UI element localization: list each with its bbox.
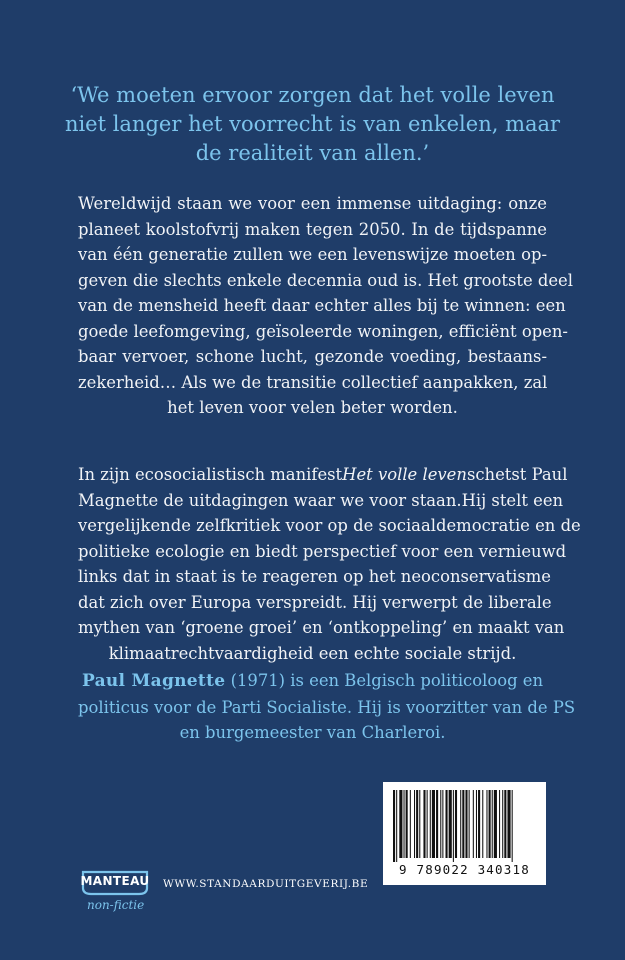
author-bio-line <box>78 668 547 695</box>
barcode-bar <box>465 790 467 858</box>
blurb-prefix: In zijn ecosocialistisch manifest <box>78 465 343 484</box>
barcode-bar <box>410 790 411 858</box>
barcode-bar <box>482 790 483 858</box>
barcode-bar <box>406 790 408 858</box>
blurb-paragraph-1 <box>78 191 573 421</box>
barcode-bar <box>440 790 441 858</box>
blurb-line: goede leefomgeving, geïsoleerde woningen, efficiënt open- <box>78 321 568 341</box>
barcode-bar <box>414 790 415 858</box>
blurb-line: baar vervoer, schone lucht, gezonde voeding, bestaans- <box>78 347 547 366</box>
blurb-suffix: schetst Paul <box>466 465 568 484</box>
blurb-line: klimaatrechtvaardigheid een echte sociale strijd. <box>108 643 517 663</box>
blurb-line: zekerheid… Als we de transitie collectief aanpakken, zal <box>78 372 548 392</box>
barcode-bar <box>462 790 464 858</box>
barcode-bar <box>396 790 397 862</box>
blurb-line: van één generatie zullen we een levenswijze moeten op- <box>78 245 547 264</box>
barcode-bar <box>423 790 425 858</box>
barcode-bar <box>419 790 420 858</box>
author-bio-line: en burgemeester van Charleroi. <box>179 723 446 742</box>
barcode-bar <box>512 790 513 862</box>
barcode-bar <box>436 790 438 858</box>
imprint-label: non-fictie <box>87 898 145 912</box>
blurb-first-line <box>78 462 568 488</box>
barcode-bar <box>486 790 487 858</box>
cover-quote <box>40 81 585 168</box>
author-bio <box>78 668 576 746</box>
barcode-bar <box>427 790 428 858</box>
logo-wordmark: MANTEAU <box>80 874 150 888</box>
barcode-bar <box>489 790 491 858</box>
blurb-line: het leven voor velen beter worden. <box>167 398 458 417</box>
barcode-bar <box>446 790 448 858</box>
blurb-line: vergelijkende zelfkritiek voor op de sociaaldemocratie en de <box>78 516 581 535</box>
blurb-line: planeet koolstofvrij maken tegen 2050. In de tijdspanne <box>78 219 547 239</box>
quote-line: ‘We moeten ervoor zorgen dat het volle leven <box>70 83 555 107</box>
barcode-bar <box>416 790 418 858</box>
blurb-line: links dat in staat is te reageren op het neoconservatisme <box>78 567 551 586</box>
barcode-bar <box>453 790 454 862</box>
publisher-logo <box>79 870 151 896</box>
barcode-bar <box>393 790 395 862</box>
isbn-barcode <box>383 782 546 885</box>
blurb-line: politieke ecologie en biedt perspectief voor een vernieuwd <box>78 541 567 561</box>
barcode-bar <box>502 790 503 858</box>
barcode-bars <box>383 782 546 862</box>
barcode-bar <box>460 790 461 858</box>
blurb-line: van de mensheid heeft daar echter alles bij te winnen: een <box>78 296 566 315</box>
barcode-bar <box>473 790 474 858</box>
barcode-bar <box>469 790 470 858</box>
barcode-bar <box>476 790 477 858</box>
barcode-bar <box>404 790 405 858</box>
quote-line: niet langer het voorrecht is van enkelen, maar <box>64 112 561 136</box>
barcode-bar <box>430 790 431 858</box>
barcode-bar <box>494 790 497 858</box>
barcode-bar <box>455 790 457 858</box>
author-bio-line: politicus voor de Parti Socialiste. Hij is voorzitter van de PS <box>78 697 576 717</box>
barcode-bar <box>449 790 452 858</box>
barcode-bar <box>492 790 493 858</box>
book-title: Het volle leven <box>342 465 467 484</box>
barcode-bar <box>504 790 506 858</box>
author-name: Paul Magnette <box>81 671 226 691</box>
barcode-bar <box>499 790 500 858</box>
publisher-website: WWW.STANDAARDUITGEVERIJ.BE <box>163 878 369 890</box>
barcode-bar <box>478 790 480 858</box>
barcode-bar <box>507 790 510 858</box>
barcode-bar <box>399 790 402 858</box>
quote-line: de realiteit van allen.’ <box>195 141 430 165</box>
blurb-paragraph-2 <box>78 462 581 666</box>
blurb-line: Wereldwijd staan we voor een immense uitdaging: onze <box>78 194 547 213</box>
barcode-bar <box>442 790 443 858</box>
blurb-line: Magnette de uitdagingen waar we voor staan.Hij stelt een <box>78 490 564 510</box>
blurb-line: geven die slechts enkele decennia oud is. Het grootste deel <box>78 270 573 290</box>
blurb-line: mythen van ‘groene groei’ en ‘ontkoppeling’ en maakt van <box>78 618 565 637</box>
blurb-line: dat zich over Europa verspreidt. Hij verwerpt de liberale <box>78 592 552 612</box>
author-bio-text: (1971) is een Belgisch politicoloog en <box>230 671 544 690</box>
isbn-number: 9 789022 340318 <box>399 862 530 877</box>
barcode-bar <box>432 790 435 858</box>
